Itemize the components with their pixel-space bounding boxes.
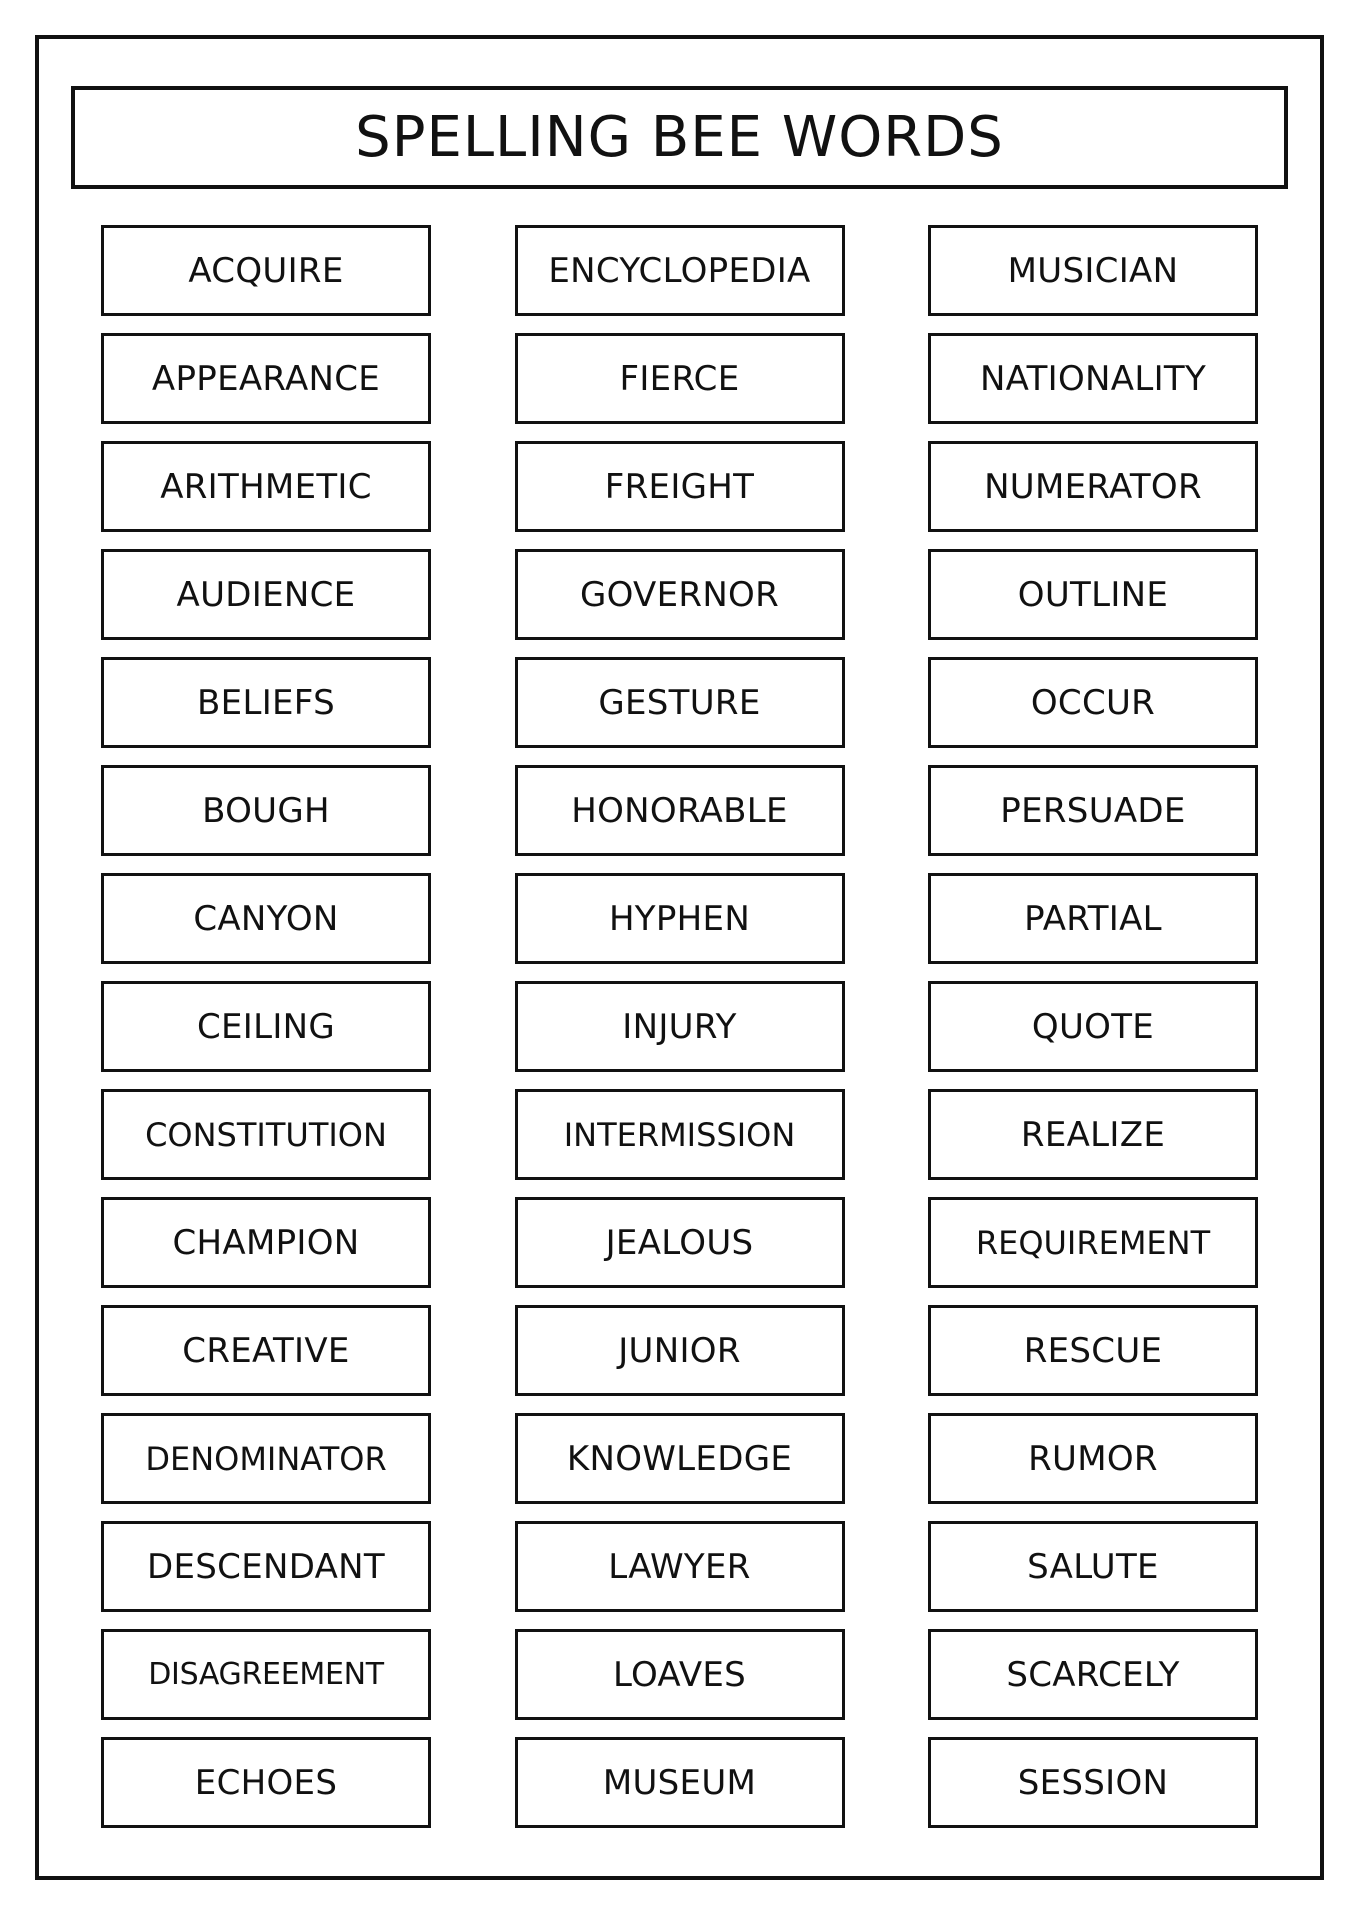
word-card: LOAVES [515,1629,845,1720]
word-card: REQUIREMENT [928,1197,1258,1288]
word-card: JEALOUS [515,1197,845,1288]
word-card: CANYON [101,873,431,964]
word-card: JUNIOR [515,1305,845,1396]
word-card: DESCENDANT [101,1521,431,1612]
word-card: INJURY [515,981,845,1072]
word-card: RUMOR [928,1413,1258,1504]
word-card: MUSICIAN [928,225,1258,316]
word-card: FIERCE [515,333,845,424]
word-card: ENCYCLOPEDIA [515,225,845,316]
word-card: FREIGHT [515,441,845,532]
word-card: AUDIENCE [101,549,431,640]
word-card: PARTIAL [928,873,1258,964]
word-card: SESSION [928,1737,1258,1828]
word-card: INTERMISSION [515,1089,845,1180]
word-card: OUTLINE [928,549,1258,640]
word-card: DENOMINATOR [101,1413,431,1504]
page-title: SPELLING BEE WORDS [355,104,1004,170]
word-card: HYPHEN [515,873,845,964]
word-card: DISAGREEMENT [101,1629,431,1720]
word-card: KNOWLEDGE [515,1413,845,1504]
word-card: BOUGH [101,765,431,856]
word-card: RESCUE [928,1305,1258,1396]
word-card: QUOTE [928,981,1258,1072]
word-card: ECHOES [101,1737,431,1828]
word-card: BELIEFS [101,657,431,748]
word-card: OCCUR [928,657,1258,748]
word-card: MUSEUM [515,1737,845,1828]
word-card: CONSTITUTION [101,1089,431,1180]
word-card: PERSUADE [928,765,1258,856]
word-card: NUMERATOR [928,441,1258,532]
word-card: LAWYER [515,1521,845,1612]
word-card: SALUTE [928,1521,1258,1612]
word-grid [101,225,1258,1828]
word-card: REALIZE [928,1089,1258,1180]
word-card: NATIONALITY [928,333,1258,424]
word-card: ARITHMETIC [101,441,431,532]
word-card: HONORABLE [515,765,845,856]
word-card: CHAMPION [101,1197,431,1288]
word-card: GOVERNOR [515,549,845,640]
word-card: GESTURE [515,657,845,748]
word-card: APPEARANCE [101,333,431,424]
word-card: ACQUIRE [101,225,431,316]
title-box [71,86,1288,189]
word-card: CEILING [101,981,431,1072]
word-card: CREATIVE [101,1305,431,1396]
word-card: SCARCELY [928,1629,1258,1720]
